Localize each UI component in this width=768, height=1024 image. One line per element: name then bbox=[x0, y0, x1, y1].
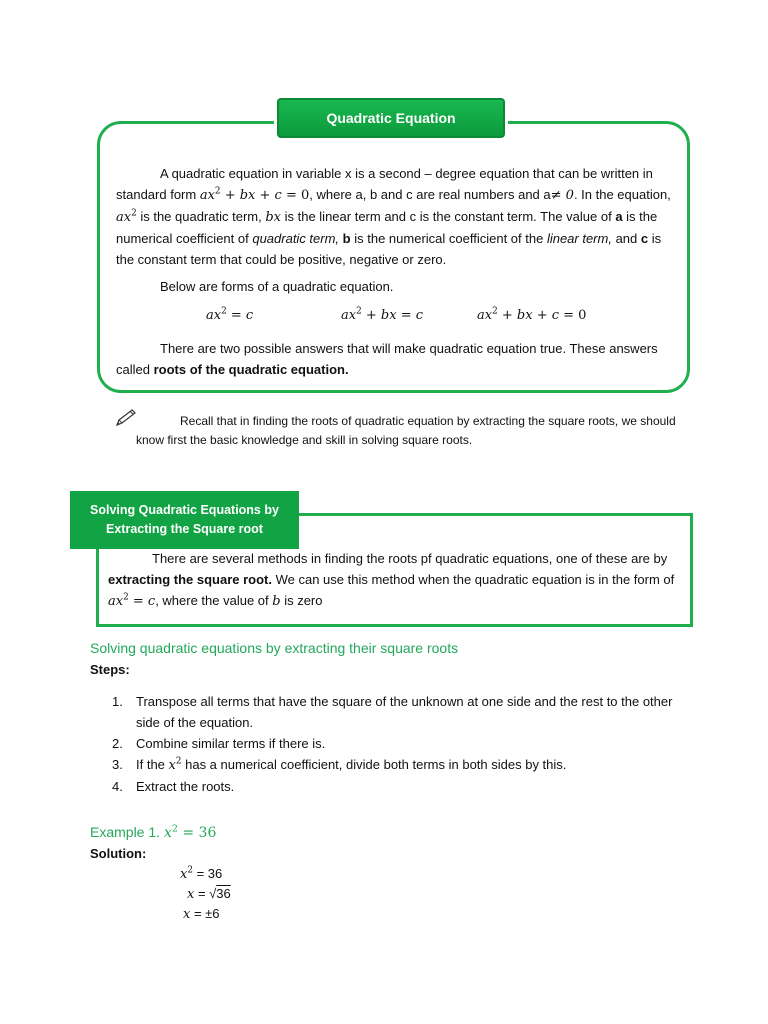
method-title-line-2: Extracting the Square root bbox=[106, 522, 263, 536]
recall-note: Recall that in finding the roots of quadratic equation by extracting the square roots, we should know first the basic knowledge and skill in solving square roots. bbox=[136, 414, 676, 447]
method-form-math: $ax^2 = c$ bbox=[108, 592, 156, 609]
definition-paragraph: A quadratic equation in variable x is a second – degree equation that can be written in standard form $ax^2$ + bx + c = 0, where a, b and c are real numbers and a≠ 0. In the equation, $ax^2$ is the quadratic term, bx is the linear term and c is the constant term. The value of a is the numerical coefficient of quadratic term, b is the numerical coefficient of the linear term, and c is the constant term that could be positive, negative or zero. bbox=[116, 166, 671, 267]
steps-list bbox=[112, 691, 682, 797]
solution-line-3: x = ±6 bbox=[183, 906, 220, 922]
example-heading: Example 1. $x^2 = 36$ bbox=[90, 823, 217, 841]
solution-line-1: $x^2 = 36$ bbox=[180, 865, 223, 882]
method-title-tab bbox=[70, 491, 299, 549]
method-paragraph: There are several methods in finding the roots pf quadratic equations, one of these are by extracting the square root. We can use this method when the quadratic equation is in the form of $ax^2 = c$, where the value of b is zero bbox=[108, 551, 675, 609]
list-item: 4. Extract the roots. bbox=[112, 779, 235, 794]
form-2: $ax^2$ + bx = c bbox=[341, 306, 424, 323]
standard-form-math: $ax^2$ + bx + c = 0 bbox=[199, 186, 310, 203]
section-heading: Solving quadratic equations by extracting their square roots bbox=[90, 640, 459, 656]
roots-paragraph: There are two possible answers that will make quadratic equation true. These answers called roots of the quadratic equation. bbox=[116, 341, 658, 377]
forms-row bbox=[0, 308, 768, 330]
pencil-icon bbox=[114, 408, 138, 428]
solution-label: Solution: bbox=[90, 846, 147, 861]
quadratic-term-math: $ax^2$ bbox=[116, 208, 137, 225]
solution-line-2: x = √36 bbox=[187, 886, 231, 902]
x-squared-math: $x^2$ bbox=[168, 756, 182, 773]
form-3: $ax^2$ + bx + c = 0 bbox=[477, 306, 587, 323]
list-item: 2. Combine similar terms if there is. bbox=[112, 736, 326, 751]
list-item: 3. If the $x^2$ has a numerical coefficient, divide both terms in both sides by this. bbox=[112, 756, 567, 773]
form-1: $ax^2 = c$ bbox=[206, 306, 254, 323]
quadratic-equation-title bbox=[277, 98, 505, 138]
method-title-line-1: Solving Quadratic Equations by bbox=[90, 503, 279, 517]
linear-term-math: bx bbox=[265, 210, 281, 225]
forms-intro: Below are forms of a quadratic equation. bbox=[160, 279, 394, 294]
example-equation: $x^2 = 36$ bbox=[163, 823, 217, 841]
box-title-text: Quadratic Equation bbox=[326, 110, 456, 126]
steps-label: Steps: bbox=[90, 662, 130, 677]
list-item: 1. Transpose all terms that have the square of the unknown at one side and the rest to the other side of the equation. bbox=[112, 694, 673, 730]
